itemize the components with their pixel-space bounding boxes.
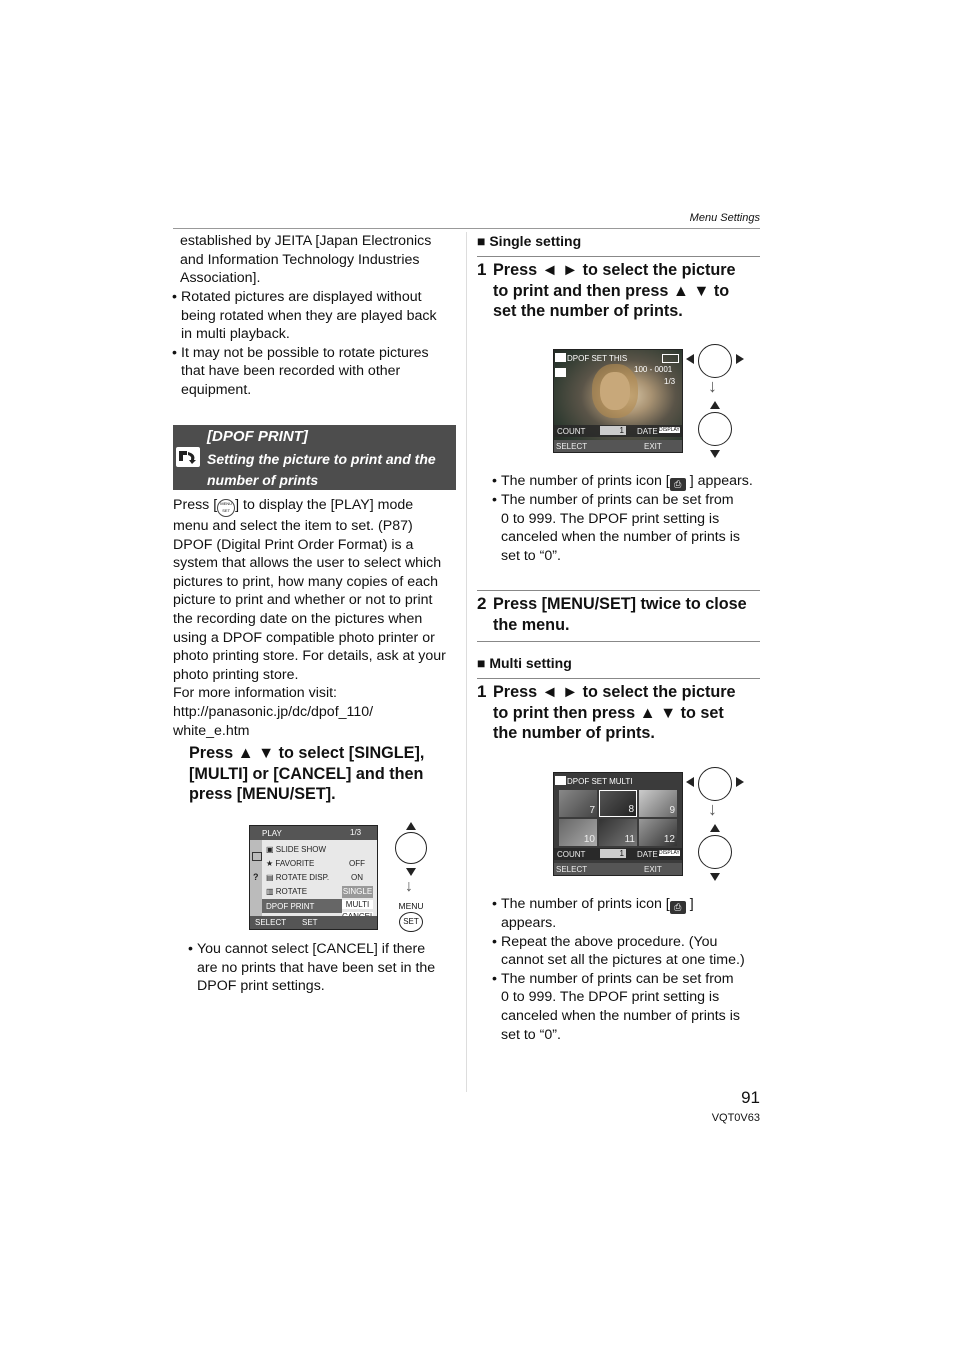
section-rule (477, 641, 760, 642)
menu-item-rotate: ▥ ROTATE (266, 887, 308, 896)
bullet-item (492, 491, 757, 565)
step-line: set the number of prints. (493, 302, 683, 320)
body-line: DPOF (Digital Print Order Format) is a (173, 536, 414, 553)
bullet-text: ] appears. (689, 473, 753, 489)
thumbnail-number: 11 (624, 834, 635, 845)
page-counter: 1/3 (664, 377, 676, 386)
flow-arrow-icon: ↓ (708, 799, 717, 819)
select-label: SELECT (556, 865, 588, 874)
section-rule (477, 678, 760, 679)
down-arrow-icon (710, 450, 720, 458)
step-line: the menu. (493, 615, 570, 634)
menu-set-button-icon: SET (399, 912, 423, 932)
count-value: 1 (600, 426, 626, 435)
bullet-line: 0 to 999. The DPOF print setting is (501, 510, 720, 527)
thumbnail-number: 8 (628, 804, 634, 815)
running-header: Menu Settings (689, 212, 760, 224)
intro-line: and Information Technology Industries (180, 251, 420, 268)
body-first-line (173, 496, 463, 517)
print-count-icon: ⎙ (670, 901, 686, 914)
thumbnail-number: 7 (589, 805, 595, 816)
url-line: white_e.htm (173, 722, 250, 739)
dpof-print-icon (555, 353, 566, 362)
bullet-line: equipment. (181, 381, 252, 398)
step-number: 1 (477, 682, 487, 701)
dpof-print-icon (176, 447, 200, 467)
bullet-item (188, 940, 458, 996)
dpad-icon (698, 767, 732, 801)
column-divider (466, 232, 467, 1092)
bullet-text: The number of prints icon [ (501, 896, 670, 912)
bullet-item (172, 344, 457, 400)
step-line: Press ◄ ► to select the picture (493, 261, 736, 279)
document-code: VQT0V63 (711, 1112, 760, 1124)
section-rule (477, 590, 760, 591)
down-arrow-icon (710, 873, 720, 881)
select-label: SELECT (556, 442, 588, 451)
menu-footer (250, 916, 377, 929)
body-line: system that allows the user to select which (173, 555, 442, 572)
footer-select-label: SELECT (255, 918, 287, 927)
display-button-label: DISPLAY (659, 850, 680, 856)
body-line: pictures to print, how many copies of each (173, 573, 438, 590)
down-arrow-icon (406, 868, 416, 876)
menu-item-favorite: ★ FAVORITE (266, 859, 315, 868)
select-dpof-mode-step (189, 743, 459, 805)
bullet-line: set to “0”. (501, 547, 561, 564)
body-line: photo printing store. For details, ask at your (173, 648, 446, 665)
dpof-single-screen (553, 349, 683, 453)
bullet-line: • You cannot select [CANCEL] if there (197, 941, 426, 957)
wrench-tab-icon: ? (253, 872, 259, 882)
bullet-line: in multi playback. (181, 326, 290, 343)
step-number: 2 (477, 594, 487, 613)
thumbnail (559, 819, 597, 846)
left-arrow-icon (686, 777, 694, 787)
bullet-line: • The number of prints can be set from (501, 492, 734, 508)
up-arrow-icon (710, 401, 720, 409)
banner-subtitle-line: number of prints (207, 471, 319, 488)
step-line: the number of prints. (493, 724, 655, 742)
play-tab-icon (252, 852, 262, 861)
multi-step-1 (477, 682, 762, 746)
print-count-icon: ⎙ (670, 478, 686, 491)
intro-line: established by JEITA [Japan Electronics (180, 233, 432, 249)
step-text (493, 260, 755, 322)
screen-title: DPOF SET MULTI (567, 777, 633, 786)
body-text: Press [ (173, 497, 218, 513)
body-line: the recording date on the pictures when (173, 610, 423, 627)
menu-item-rotate-disp: ▤ ROTATE DISP. (266, 873, 330, 882)
bullet-line: appears. (501, 915, 557, 931)
screen-title: DPOF SET THIS (567, 354, 628, 363)
step-line: [MULTI] or [CANCEL] and then (189, 764, 424, 783)
dpof-description (173, 496, 463, 740)
body-line: menu and select the item to set. (P87) (173, 518, 413, 534)
count-bar (554, 848, 682, 860)
rotate-notes (172, 288, 457, 400)
dpof-print-banner (173, 425, 456, 490)
thumbnail-number: 9 (669, 805, 675, 816)
photo-hair (592, 364, 638, 418)
bullet-line: • The number of prints can be set from (501, 970, 734, 987)
bullet-line (501, 895, 760, 914)
header-rule (173, 228, 760, 229)
count-value: 1 (600, 849, 626, 858)
date-label: DATE (637, 850, 658, 859)
step-line: to print then press ▲ ▼ to set (493, 703, 724, 722)
rotate-disp-value: ON (351, 873, 363, 882)
option-multi: MULTI (342, 900, 373, 909)
page-number: 91 (741, 1088, 760, 1107)
bullet-item (172, 288, 457, 344)
count-label: COUNT (557, 850, 586, 859)
screen-footer (554, 863, 682, 875)
single-notes (492, 472, 757, 565)
step-line: press [MENU/SET]. (189, 785, 336, 803)
thumbnail (599, 819, 637, 846)
flow-arrow-icon: ↓ (708, 376, 717, 396)
bullet-line: canceled when the number of prints is (501, 529, 740, 546)
exit-label: EXIT (644, 442, 662, 451)
url-line: http://panasonic.jp/dc/dpof_110/ (173, 703, 374, 720)
display-button-label: DISPLAY (659, 427, 680, 433)
dpad-icon (698, 412, 732, 446)
thumbnail-number: 10 (583, 834, 595, 845)
thumbnail (639, 819, 677, 846)
icon-text: SET (222, 508, 231, 513)
step-line: Press ▲ ▼ to select [SINGLE], (189, 744, 425, 762)
leftright-updown-diagram (686, 342, 746, 462)
intro-line: Association]. (180, 270, 261, 287)
left-arrow-icon (686, 354, 694, 364)
body-line: using a DPOF compatible photo printer or (173, 629, 435, 646)
exit-label: EXIT (644, 865, 662, 874)
bullet-line: • It may not be possible to rotate pictures (181, 344, 429, 361)
bullet-line: 0 to 999. The DPOF print setting is (501, 989, 720, 1006)
file-number: 100 - 0001 (634, 365, 673, 374)
dpad-icon (698, 344, 732, 378)
banner-subtitle (207, 449, 436, 490)
bullet-line: set to “0”. (501, 1026, 561, 1043)
section-rule (477, 256, 760, 257)
bullet-line: • Rotated pictures are displayed without (181, 289, 422, 305)
bullet-line: canceled when the number of prints is (501, 1007, 740, 1024)
bullet-line (501, 472, 757, 491)
dpof-print-icon (555, 776, 566, 785)
step-line: Press ◄ ► to select the picture (493, 683, 736, 701)
menu-item-label: ROTATE DISP. (275, 873, 330, 882)
bullet-text: ] (689, 896, 694, 912)
battery-icon (662, 354, 679, 363)
right-arrow-icon (736, 354, 744, 364)
menu-item-label: ROTATE (275, 887, 308, 896)
step-line: Press [MENU/SET] twice to close (493, 595, 747, 613)
step-line: to print and then press ▲ ▼ to (493, 281, 730, 300)
step-text (493, 682, 755, 744)
menu-item-slide-show: ▣ SLIDE SHOW (266, 845, 327, 854)
screen-footer (554, 440, 682, 452)
step-text (493, 594, 755, 635)
print-count-icon (555, 368, 566, 377)
thumbnail (559, 790, 597, 817)
menu-item-label: DPOF PRINT (266, 902, 315, 911)
option-single: SINGLE (342, 887, 373, 896)
menu-item-label: FAVORITE (275, 859, 315, 868)
thumbnail-selected (599, 790, 637, 817)
body-line: photo printing store. (173, 666, 299, 683)
banner-title: [DPOF PRINT] (207, 428, 308, 445)
thumbnail (639, 790, 677, 817)
bullet-text: The number of prints icon [ (501, 473, 670, 489)
multi-setting-heading: ■ Multi setting (477, 655, 572, 671)
bullet-item (492, 895, 760, 933)
play-menu-screen (249, 825, 378, 930)
favorite-value: OFF (349, 859, 365, 868)
flow-arrow-icon: ↓ (405, 878, 413, 895)
bullet-line: are no prints that have been set in the (197, 959, 436, 976)
single-step-2 (477, 594, 762, 638)
up-arrow-icon (710, 824, 720, 832)
updown-control-diagram (393, 822, 429, 932)
menu-item-dpof-print (262, 899, 342, 913)
dpof-multi-screen (553, 772, 683, 876)
bullet-line: DPOF print settings. (197, 978, 325, 995)
count-bar (554, 425, 682, 437)
menu-title: PLAY (262, 829, 282, 838)
right-arrow-icon (736, 777, 744, 787)
bullet-item (492, 970, 760, 1044)
leftright-updown-diagram (686, 765, 746, 885)
up-arrow-icon (406, 822, 416, 830)
bullet-line: being rotated when they are played back (181, 307, 437, 324)
bullet-item (492, 933, 760, 970)
icon-text: MENU (220, 501, 233, 506)
dpad-icon (698, 835, 732, 869)
menu-set-button-icon (217, 499, 235, 517)
intro-text (180, 232, 460, 288)
body-line: picture to print and whether or not to print (173, 592, 433, 609)
date-label: DATE (637, 427, 658, 436)
bullet-item (492, 472, 757, 491)
banner-subtitle-line: Setting the picture to print and the (207, 451, 436, 467)
step-number: 1 (477, 260, 487, 279)
multi-notes (492, 895, 760, 1044)
bullet-line: cannot set all the pictures at one time.) (501, 952, 745, 969)
menu-item-label: SLIDE SHOW (275, 845, 327, 854)
footer-set-label: SET (302, 918, 318, 927)
body-text: ] to display the [PLAY] mode (235, 497, 414, 513)
single-setting-heading: ■ Single setting (477, 233, 582, 249)
count-label: COUNT (557, 427, 586, 436)
single-step-1 (477, 260, 762, 324)
thumbnail-number: 12 (663, 834, 675, 845)
menu-label: MENU (398, 901, 424, 911)
dpad-icon (395, 832, 427, 864)
body-line: For more information visit: (173, 685, 337, 702)
cancel-note (188, 940, 458, 996)
menu-page: 1/3 (350, 828, 362, 837)
bullet-line: • Repeat the above procedure. (You (501, 933, 718, 950)
bullet-line: that have been recorded with other (181, 363, 401, 380)
